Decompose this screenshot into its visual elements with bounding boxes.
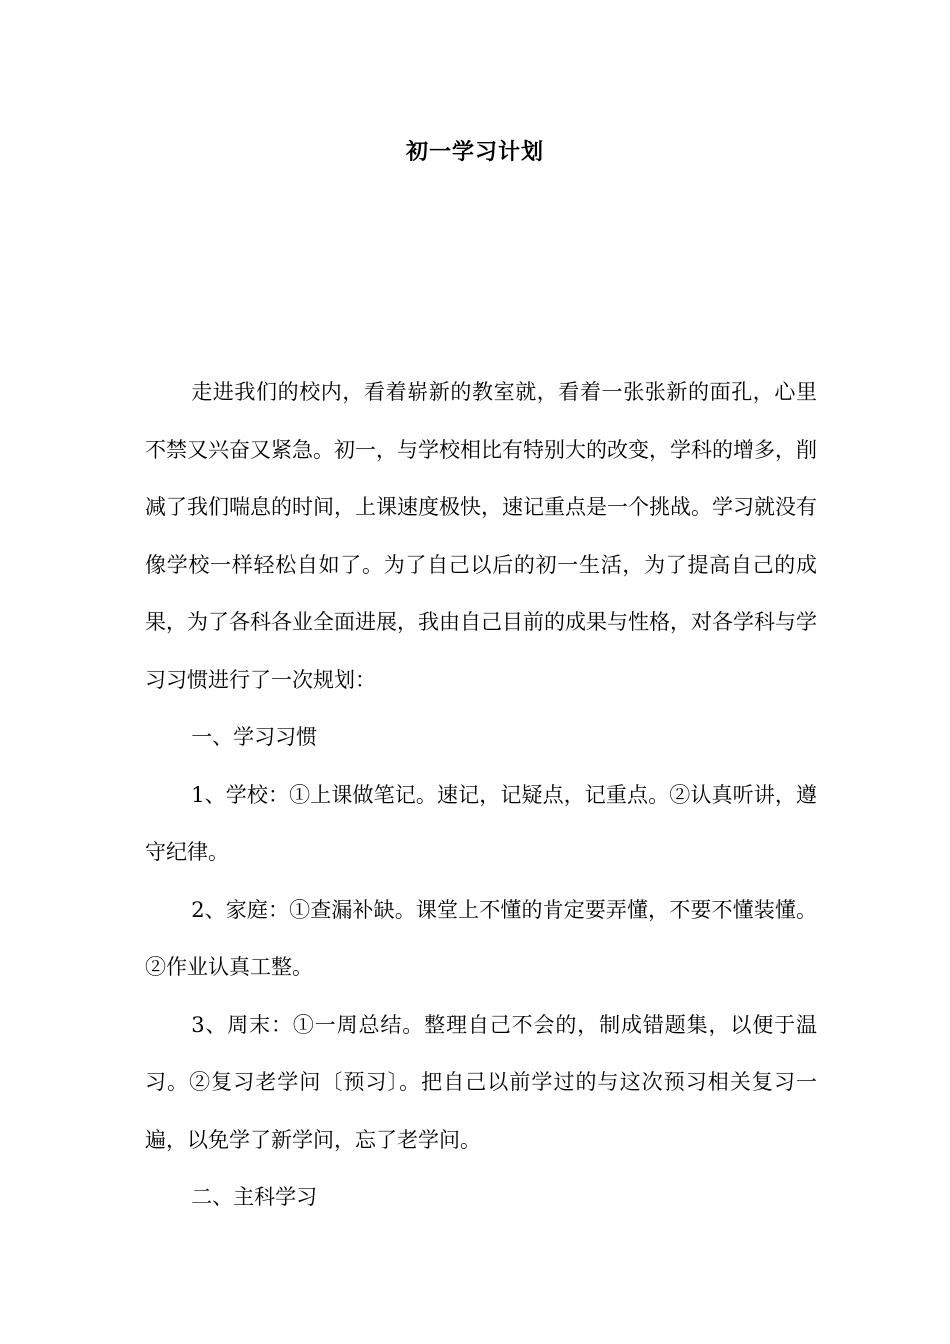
intro-paragraph: 走进我们的校内，看着崭新的教室就，看着一张张新的面孔，心里不禁又兴奋又紧急。初一，与学校相比有特别大的改变，学科的增多，削减了我们喘息的时间，上课速度极快，速记重点是一个挑战。学习就没有像学校一样轻松自如了。为了自己以后的初一生活，为了提高自己的成果，为了各科各业全面进展，我由自己目前的成果与性格，对各学科与学习习惯进行了一次规划： — [145, 380, 817, 692]
paragraph-home: 2、家庭：①查漏补缺。课堂上不懂的肯定要弄懂，不要不懂装懂。②作业认真工整。 — [145, 897, 817, 979]
section-heading-main-subjects: 二、主科学习 — [191, 1185, 318, 1209]
document-title: 初一学习计划 — [405, 139, 544, 165]
document-body — [145, 364, 817, 1227]
section-heading-study-habits: 一、学习习惯 — [191, 725, 318, 749]
paragraph-weekend: 3、周末：①一周总结。整理自己不会的，制成错题集，以便于温习。②复习老学问〔预习〕。把自己以前学过的与这次预习相关复习一遍，以免学了新学问，忘了老学问。 — [145, 1012, 817, 1152]
paragraph-school: 1、学校：①上课做笔记。速记，记疑点，记重点。②认真听讲，遵守纪律。 — [145, 782, 817, 864]
